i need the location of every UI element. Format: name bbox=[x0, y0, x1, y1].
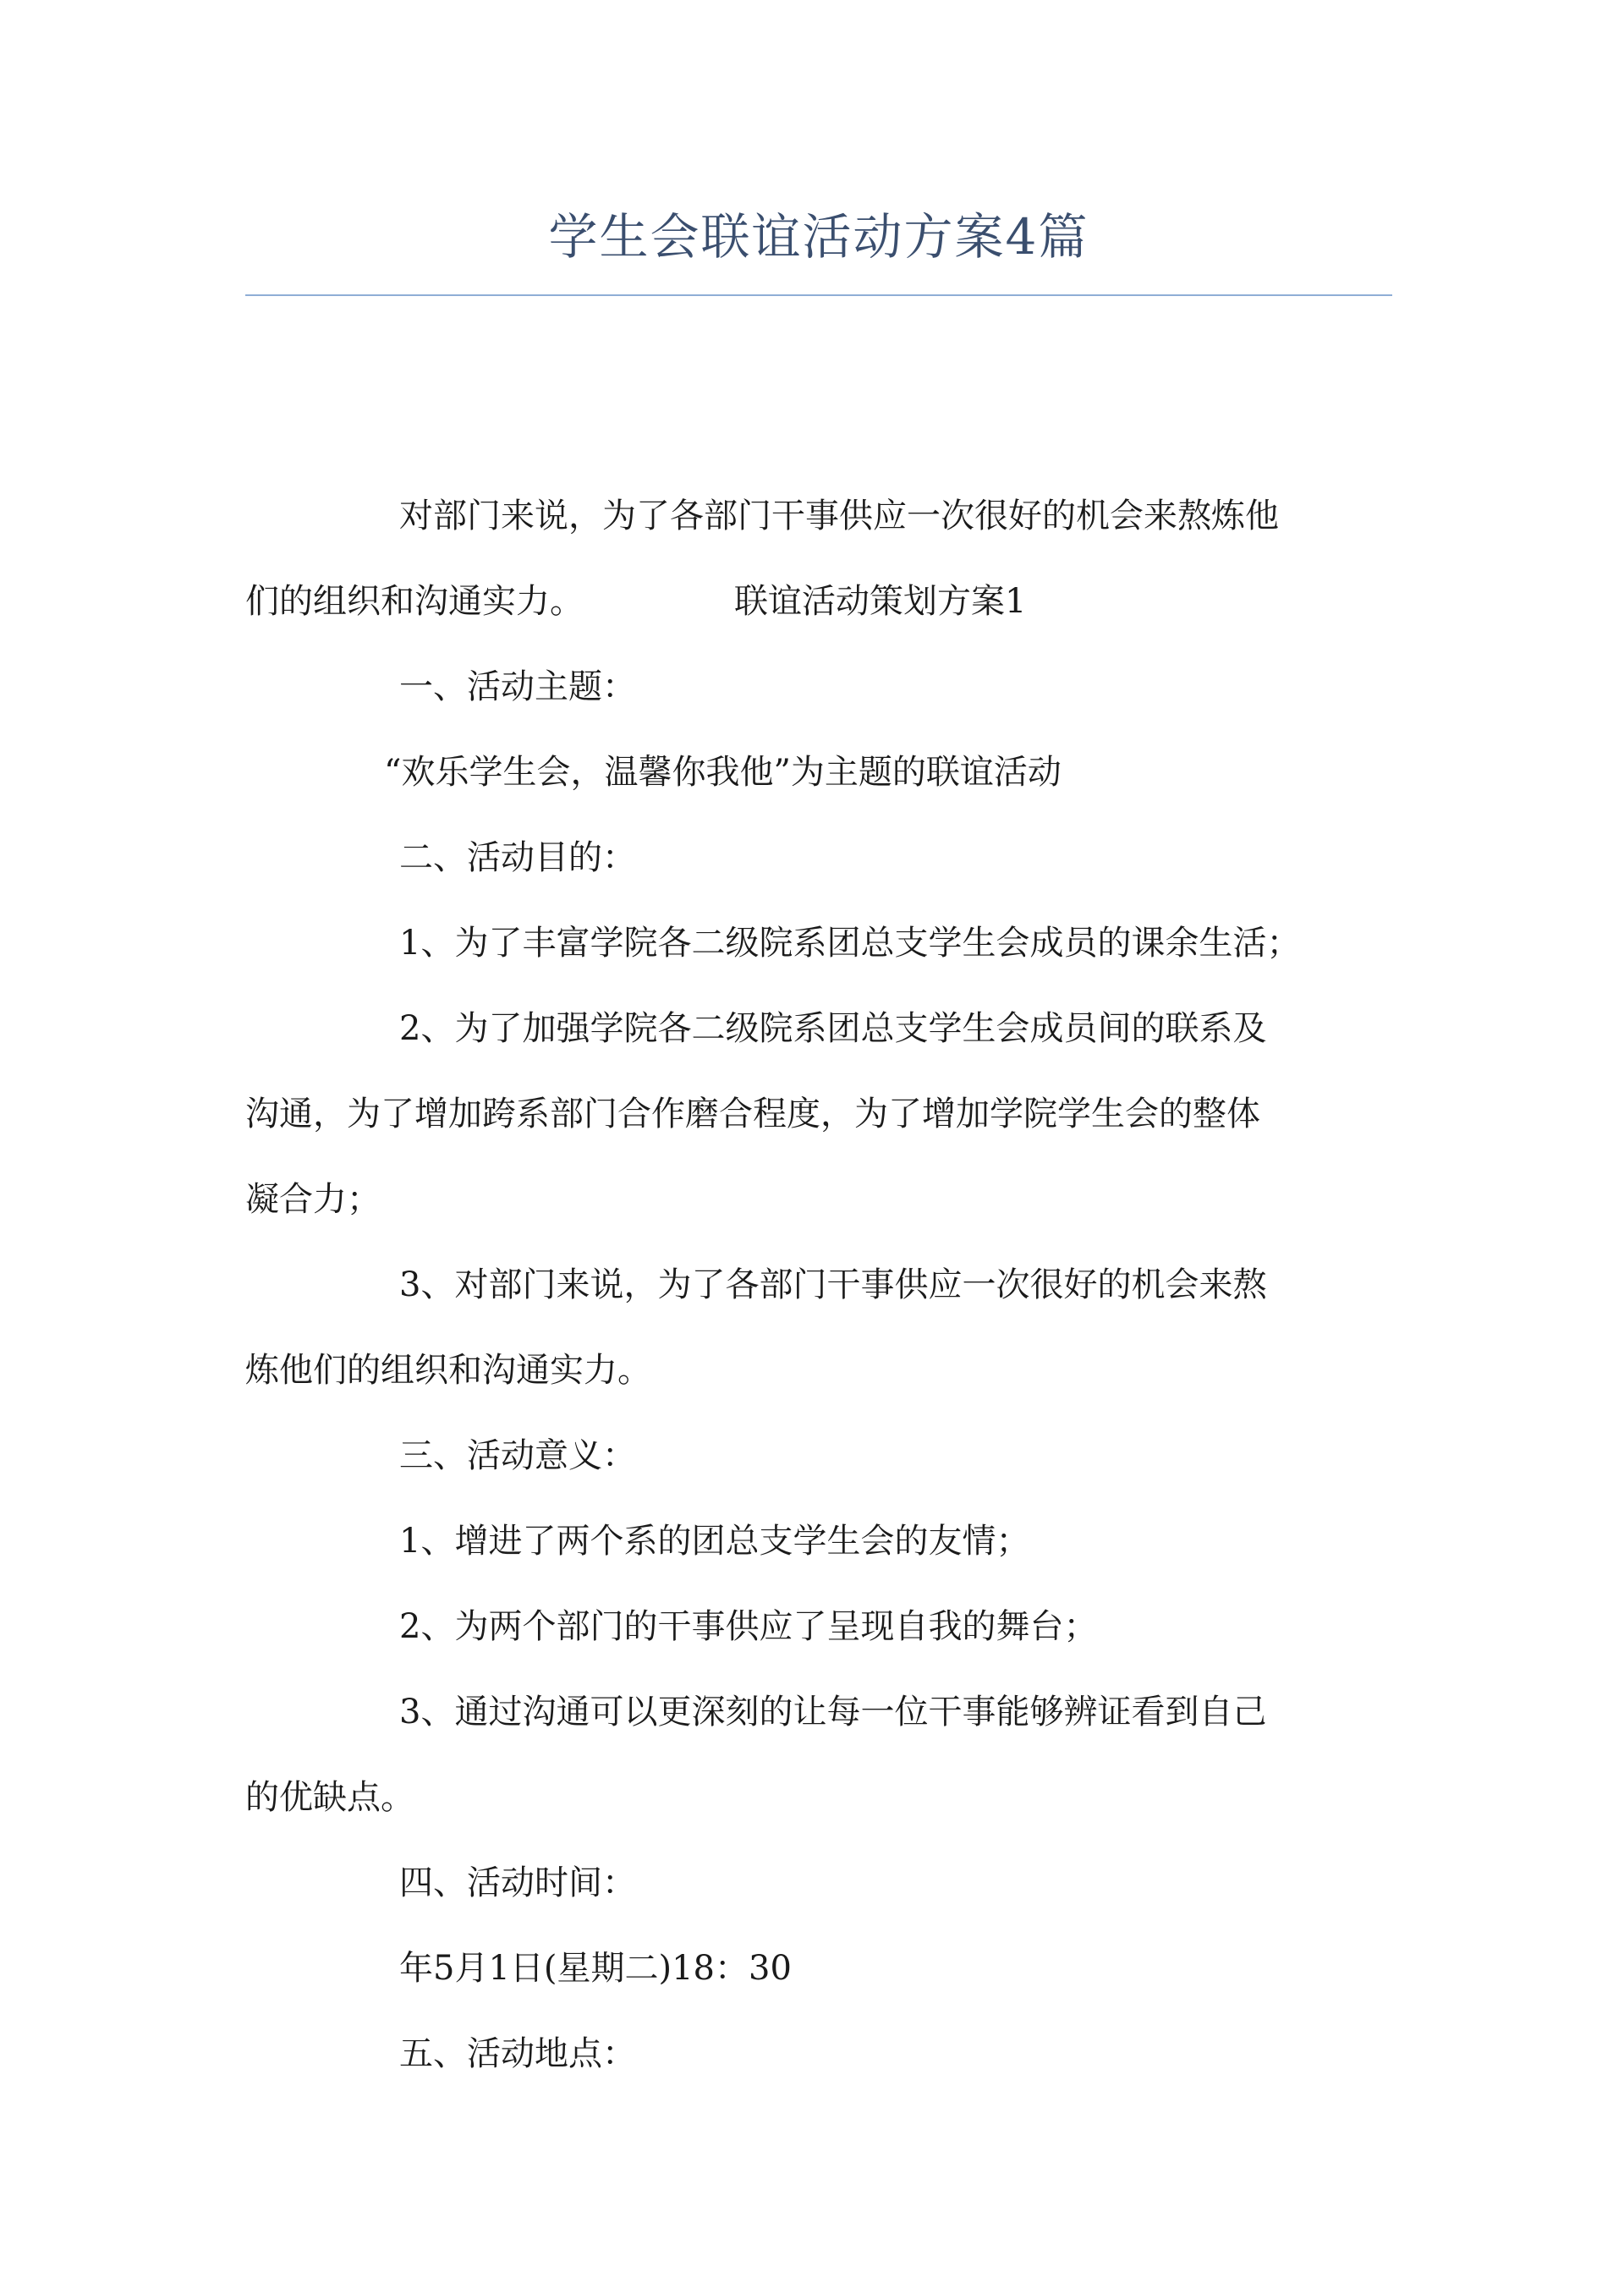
list-item: 2、为了加强学院各二级院系团总支学生会成员间的联系及 bbox=[399, 1009, 1267, 1048]
section-heading: 一、活动主题： bbox=[399, 667, 636, 706]
section-heading: 五、活动地点： bbox=[399, 2034, 636, 2073]
list-item: 1、增进了两个系的团总支学生会的友情； bbox=[399, 1522, 1030, 1561]
line-text: 们的组织和沟通实力。 bbox=[245, 582, 584, 621]
paragraph-line: “欢乐学生会，温馨你我他”为主题的联谊活动 bbox=[384, 753, 1062, 792]
list-item: 3、对部门来说，为了各部门干事供应一次很好的机会来熬 bbox=[399, 1265, 1267, 1304]
document-title: 学生会联谊活动方案4篇 bbox=[548, 208, 1089, 266]
list-item: 3、通过沟通可以更深刻的让每一位干事能够辨证看到自己 bbox=[399, 1693, 1267, 1731]
paragraph-line: 炼他们的组织和沟通实力。 bbox=[245, 1351, 651, 1390]
paragraph-line: 沟通，为了增加跨系部门合作磨合程度，为了增加学院学生会的整体 bbox=[245, 1095, 1260, 1133]
paragraph-line bbox=[245, 559, 1396, 645]
list-item: 2、为两个部门的干事供应了呈现自我的舞台； bbox=[399, 1607, 1098, 1646]
paragraph-line: 年5月1日(星期二)18：30 bbox=[399, 1949, 792, 1988]
section-heading: 四、活动时间： bbox=[399, 1863, 636, 1902]
section-heading-inline: 联谊活动策划方案1 bbox=[734, 582, 1027, 621]
paragraph-line: 的优缺点。 bbox=[245, 1778, 414, 1817]
title-divider bbox=[245, 294, 1392, 296]
paragraph-line: 凝合力； bbox=[245, 1180, 381, 1219]
section-heading: 三、活动意义： bbox=[399, 1436, 636, 1475]
document-body bbox=[245, 474, 1396, 2097]
section-heading: 二、活动目的： bbox=[399, 838, 636, 877]
list-item: 1、为了丰富学院各二级院系团总支学生会成员的课余生活； bbox=[399, 924, 1301, 963]
paragraph-line: 对部门来说，为了各部门干事供应一次很好的机会来熬炼他 bbox=[399, 497, 1279, 535]
